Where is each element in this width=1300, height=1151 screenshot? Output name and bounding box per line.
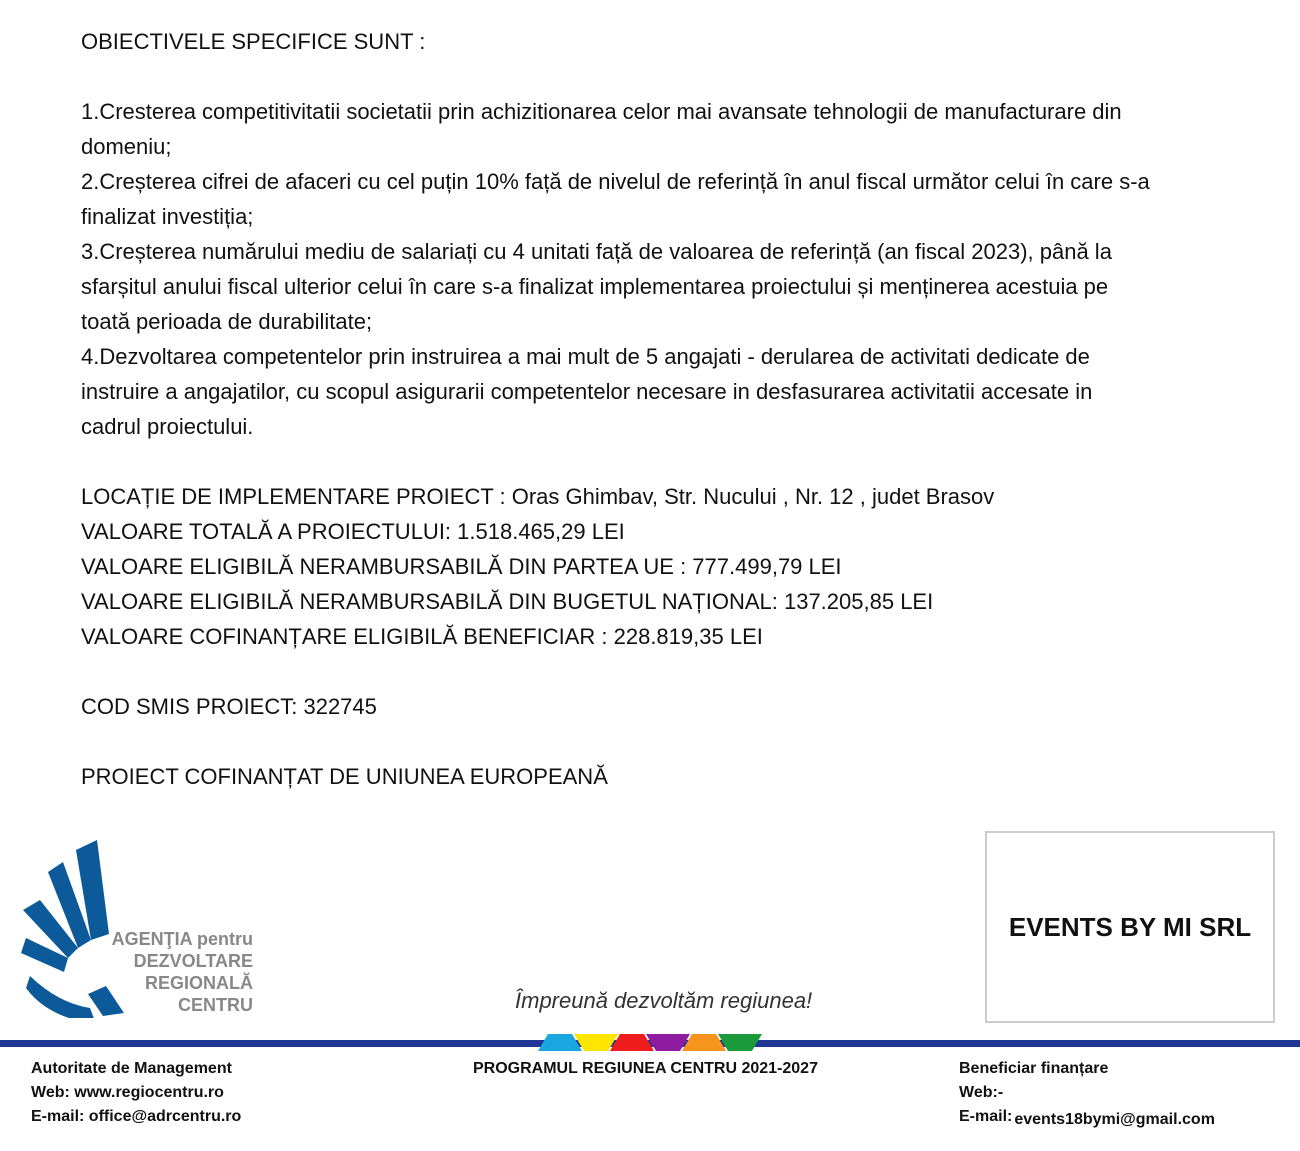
heading: OBIECTIVELE SPECIFICE SUNT : (81, 29, 426, 54)
program-name: PROGRAMUL REGIUNEA CENTRU 2021-2027 (473, 1060, 818, 1077)
project-location: LOCAȚIE DE IMPLEMENTARE PROIECT : Oras Ghimbav, Str. Nucului , Nr. 12 , judet Brasov (81, 484, 995, 509)
footer-management (31, 1057, 241, 1129)
objective-line: instruire a angajatilor, cu scopul asigurarii competentelor necesare in desfasurarea activitatii accesate in (81, 379, 1093, 404)
adr-logo-text (90, 928, 253, 1016)
objective-line: toată perioada de durabilitate; (81, 309, 373, 334)
national-value: VALOARE ELIGIBILĂ NERAMBURSABILĂ DIN BUGETUL NAȚIONAL: 137.205,85 LEI (81, 589, 934, 614)
logo-line: AGENŢIA pentru (111, 929, 253, 949)
beneficiary-name: EVENTS BY MI SRL (1008, 911, 1252, 942)
objective-line: domeniu; (81, 134, 172, 159)
total-value: VALOARE TOTALĂ A PROIECTULUI: 1.518.465,29 LEI (81, 519, 625, 544)
cofinancing-value: VALOARE COFINANȚARE ELIGIBILĂ BENEFICIAR : 228.819,35 LEI (81, 624, 763, 649)
management-title: Autoritate de Management (31, 1060, 232, 1077)
management-web[interactable]: Web: www.regiocentru.ro (31, 1084, 224, 1101)
objective-line: 2.Creșterea cifrei de afaceri cu cel puțin 10% față de nivelul de referință în anul fiscal următor celui în care s-a (81, 169, 1150, 194)
email-label: E-mail: (959, 1108, 1013, 1125)
eu-value: VALOARE ELIGIBILĂ NERAMBURSABILĂ DIN PARTEA UE : 777.499,79 LEI (81, 554, 842, 579)
objective-line: 3.Creșterea numărului mediu de salariați cu 4 unitati față de valoarea de referință (an fiscal 2023), până la (81, 239, 1112, 264)
objective-line: 4.Dezvoltarea competentelor prin instruirea a mai mult de 5 angajati - derularea de activitati dedicate de (81, 344, 1090, 369)
logo-line: DEZVOLTARE (133, 951, 253, 971)
objective-line: sfarșitul anului fiscal ulterior celui în care s-a finalizat implementarea proiectului și menținerea acestuia pe (81, 274, 1109, 299)
objective-line: 1.Cresterea competitivitatii societatii prin achizitionarea celor mai avansate tehnologii de manufacturare din (81, 99, 1122, 124)
management-email[interactable]: E-mail: office@adrcentru.ro (31, 1108, 242, 1125)
logo-line: REGIONALĂ (145, 973, 253, 993)
objective-line: finalizat investiția; (81, 204, 254, 229)
beneficiary-web: Web:- (959, 1084, 1004, 1101)
logo-line: CENTRU (178, 995, 253, 1015)
slogan: Împreună dezvoltăm regiunea! (515, 988, 813, 1013)
footer-beneficiary (959, 1057, 1215, 1129)
beneficiary-title: Beneficiar finanțare (959, 1060, 1109, 1077)
program-color-stripes-icon (538, 1034, 764, 1051)
objective-line: cadrul proiectului. (81, 414, 254, 439)
beneficiary-logo-box (985, 831, 1275, 1023)
cofinanced-note: PROIECT COFINANȚAT DE UNIUNEA EUROPEANĂ (81, 764, 608, 789)
document-body (81, 24, 1150, 794)
smis-code: COD SMIS PROIECT: 322745 (81, 694, 377, 719)
beneficiary-email[interactable]: events18bymi@gmail.com (1014, 1111, 1215, 1128)
